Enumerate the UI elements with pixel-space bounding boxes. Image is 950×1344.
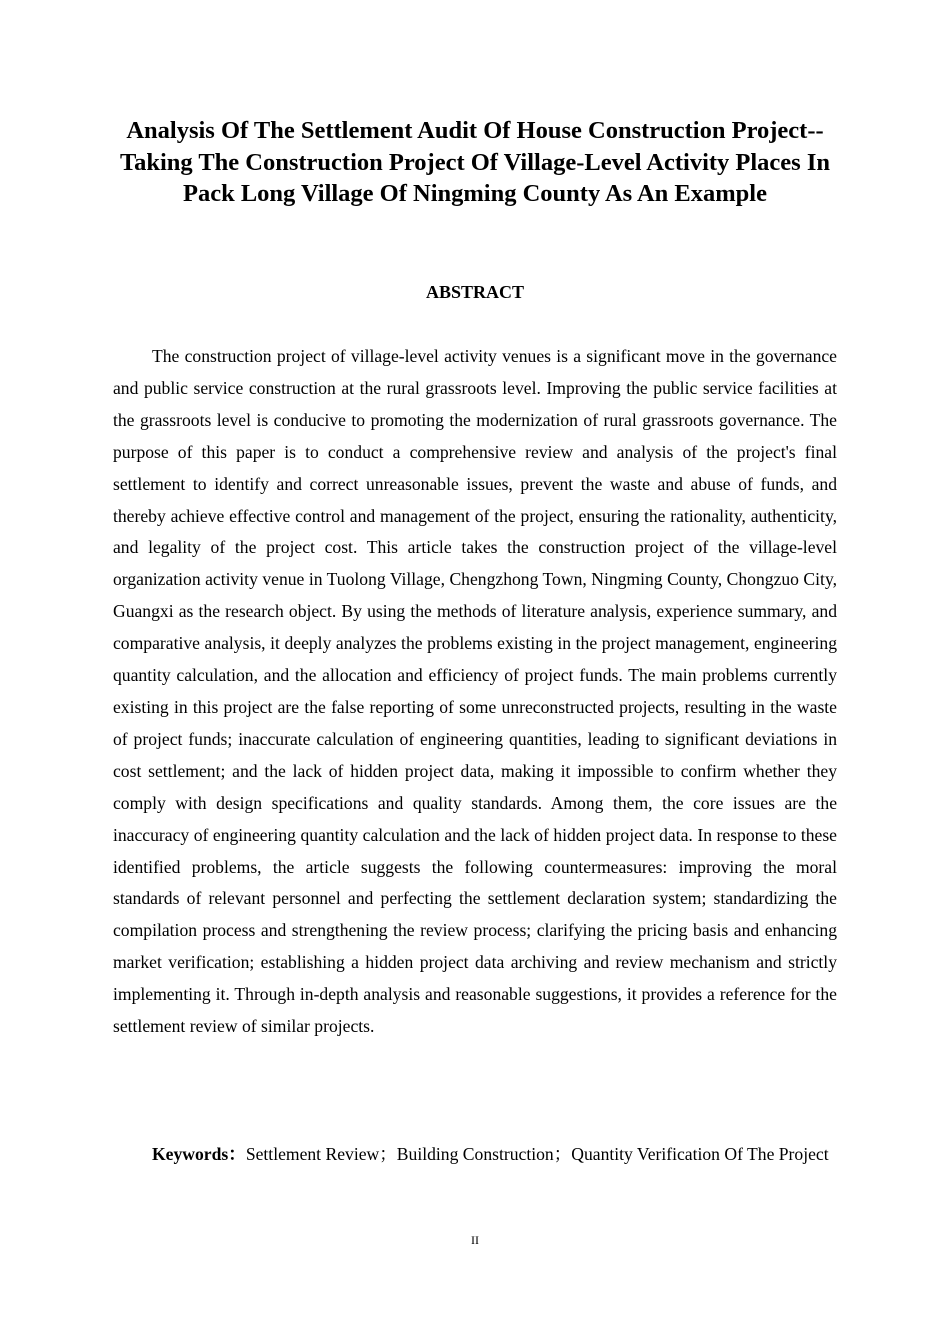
paper-title: Analysis Of The Settlement Audit Of House Construction Project--Taking The Construction Project Of Village-Level Activity Places In Pack Long Village Of Ningming County As An Example — [119, 117, 830, 207]
page-number: II — [471, 1233, 479, 1247]
keywords-text: Settlement Review；Building Construction；Quantity Verification Of The Project — [245, 1144, 829, 1164]
keywords-line — [113, 1139, 837, 1171]
abstract-heading: ABSTRACT — [425, 282, 525, 302]
keywords-label: Keywords： — [152, 1144, 246, 1164]
abstract-paragraph: The construction project of village-level activity venues is a significant move in the governance and public service construction at the rural grassroots level. Improving the public service facilities at the grassroots level is conducive to promoting the modernization of rural grassroots governance. The purpose of this paper is to conduct a comprehensive review and analysis of the project's final settlement to identify and correct unreasonable issues, prevent the waste and abuse of funds, and thereby achieve effective control and management of the project, ensuring the rationality, authenticity, and legality of the project cost. This article takes the construction project of the village-level organization activity venue in Tuolong Village, Chengzhong Town, Ningming County, Chongzuo City, Guangxi as the research object. By using the methods of literature analysis, experience summary, and comparative analysis, it deeply analyzes the problems existing in the project management, engineering quantity calculation, and the allocation and efficiency of project funds. The main problems currently existing in this project are the false reporting of some unreconstructed projects, resulting in the waste of project funds; inaccurate calculation of engineering quantities, leading to significant deviations in cost settlement; and the lack of hidden project data, making it impossible to confirm whether they comply with design specifications and quality standards. Among them, the core issues are the inaccuracy of engineering quantity calculation and the lack of hidden project data. In response to these identified problems, the article suggests the following countermeasures: improving the moral standards of relevant personnel and perfecting the settlement declaration system; standardizing the compilation process and strengthening the review process; clarifying the pricing basis and enhancing market verification; establishing a hidden project data archiving and review mechanism and strictly implementing it. Through in-depth analysis and reasonable suggestions, it provides a reference for the settlement review of similar projects. — [113, 346, 837, 1037]
